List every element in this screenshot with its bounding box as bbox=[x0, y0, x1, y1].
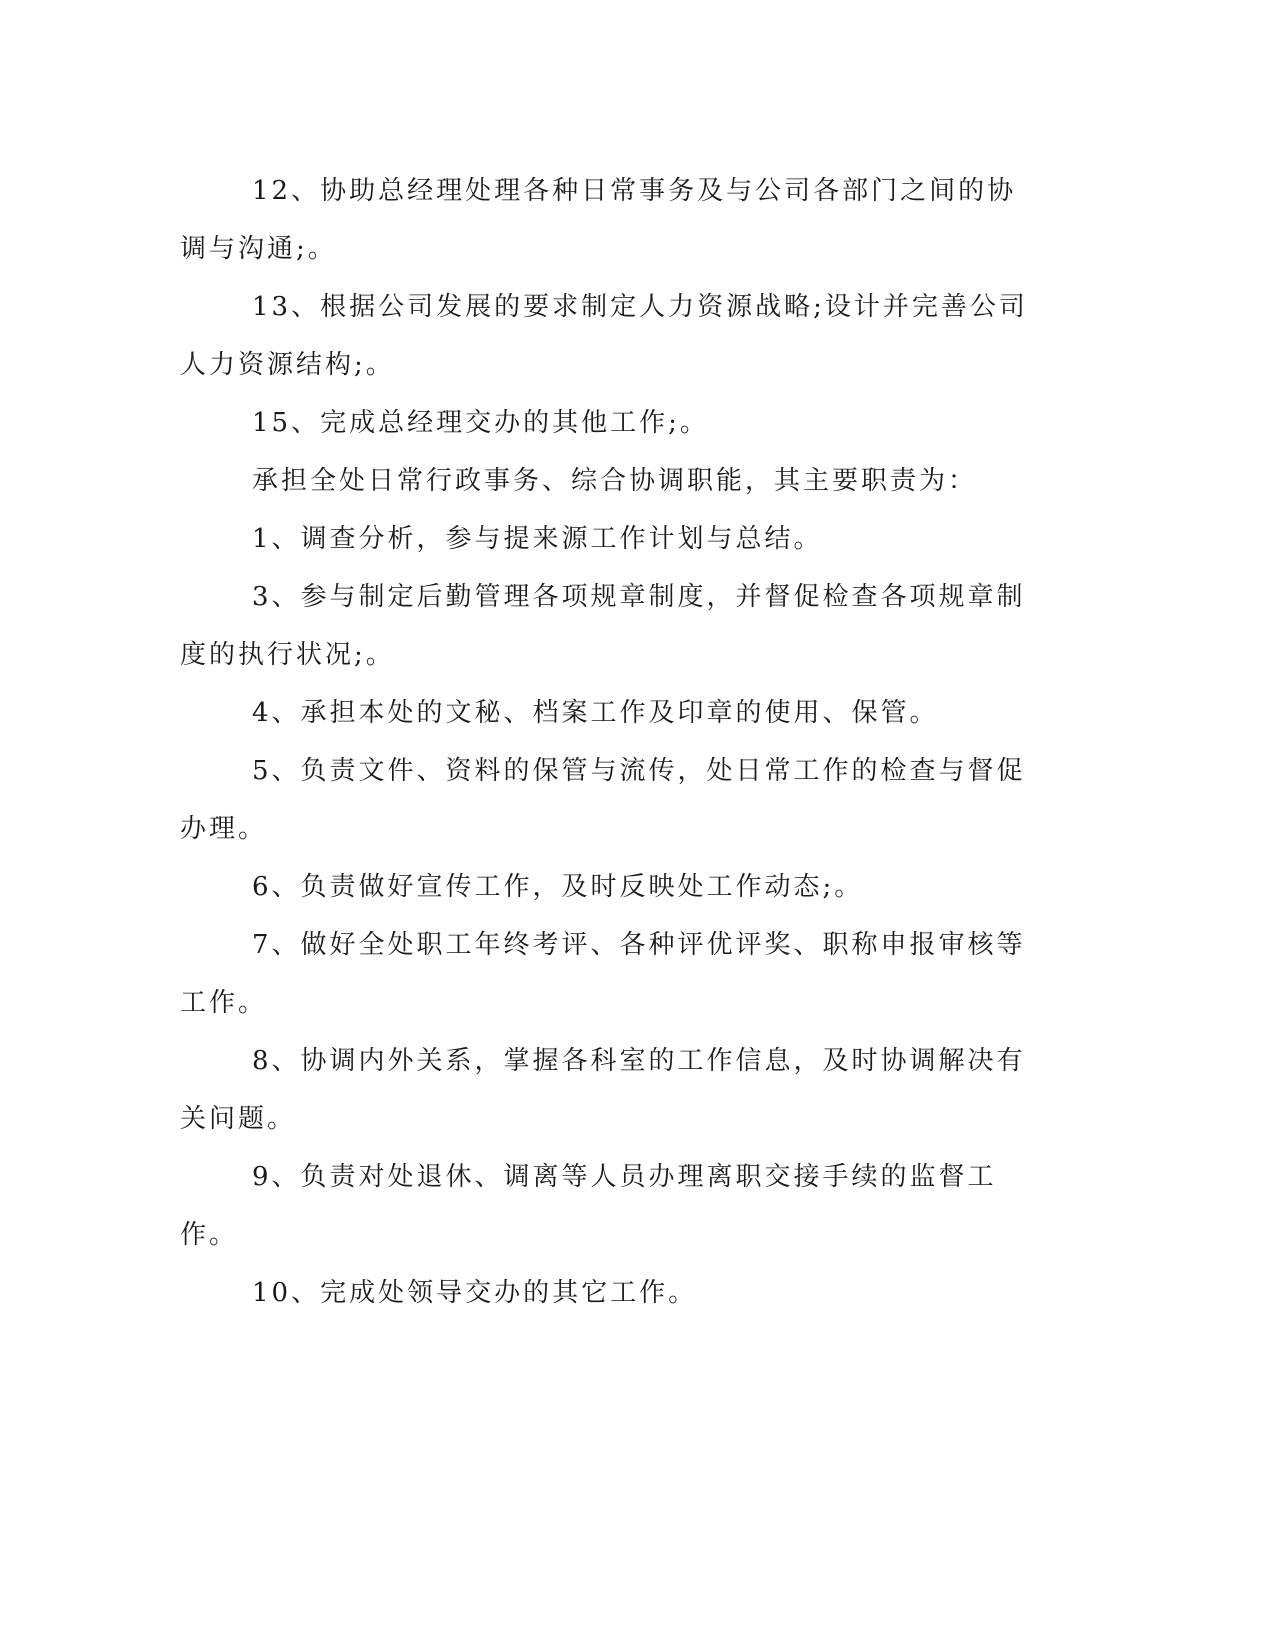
paragraph-item-15: 15、完成总经理交办的其他工作;。 bbox=[252, 408, 709, 438]
paragraph-item-3: 3、参与制定后勤管理各项规章制度，并督促检查各项规章制度的执行状况;。 bbox=[180, 582, 1026, 670]
paragraph-item-1: 1、调查分析，参与提来源工作计划与总结。 bbox=[252, 524, 823, 554]
paragraph-item-8: 8、协调内外关系，掌握各科室的工作信息，及时协调解决有关问题。 bbox=[180, 1046, 1026, 1134]
paragraph-item-6: 6、负责做好宣传工作，及时反映处工作动态;。 bbox=[252, 872, 864, 902]
paragraph-item-10: 10、完成处领导交办的其它工作。 bbox=[252, 1278, 698, 1308]
paragraph-intro: 承担全处日常行政事务、综合协调职能，其主要职责为： bbox=[252, 466, 978, 496]
paragraph-item-9: 9、负责对处退休、调离等人员办理离职交接手续的监督工作。 bbox=[180, 1162, 997, 1250]
paragraph-item-5: 5、负责文件、资料的保管与流传，处日常工作的检查与督促办理。 bbox=[180, 756, 1026, 844]
paragraph-item-12: 12、协助总经理处理各种日常事务及与公司各部门之间的协调与沟通;。 bbox=[180, 176, 1017, 264]
document-body bbox=[180, 162, 1040, 1322]
paragraph-item-7: 7、做好全处职工年终考评、各种评优评奖、职称申报审核等工作。 bbox=[180, 930, 1026, 1018]
paragraph-item-13: 13、根据公司发展的要求制定人力资源战略;设计并完善公司人力资源结构;。 bbox=[180, 292, 1028, 380]
paragraph-item-4: 4、承担本处的文秘、档案工作及印章的使用、保管。 bbox=[252, 698, 939, 728]
